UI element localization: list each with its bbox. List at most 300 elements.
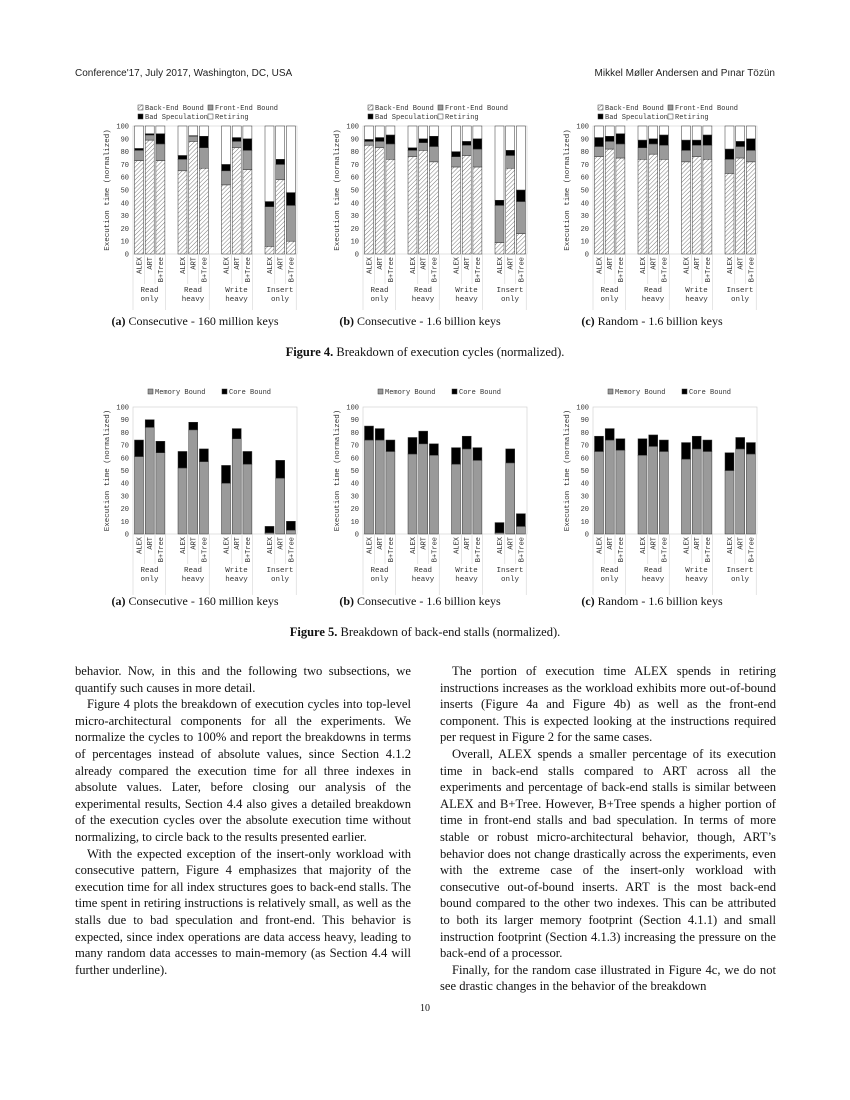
bar-segment bbox=[222, 185, 231, 254]
bar-segment bbox=[243, 464, 252, 534]
legend-swatch bbox=[668, 114, 673, 119]
bar-segment bbox=[199, 462, 208, 534]
bar-segment bbox=[659, 440, 668, 451]
bar-segment bbox=[365, 126, 374, 139]
subcaption-text: Consecutive - 160 million keys bbox=[125, 594, 279, 608]
chart-fig5a bbox=[100, 385, 300, 595]
group-label: only bbox=[500, 296, 520, 304]
x-tick-label: B+Tree bbox=[617, 537, 626, 563]
subcaption-5a bbox=[65, 594, 325, 609]
legend-label: Retiring bbox=[445, 114, 479, 122]
subcaption-text: Random - 1.6 billion keys bbox=[594, 594, 723, 608]
group-label: Insert bbox=[726, 567, 754, 575]
y-tick-label: 100 bbox=[116, 404, 129, 413]
bar-segment bbox=[145, 135, 154, 140]
x-tick-label: ALEX bbox=[683, 257, 692, 274]
y-tick-label: 100 bbox=[116, 123, 129, 132]
bar-segment bbox=[232, 126, 241, 138]
y-tick-label: 10 bbox=[580, 518, 589, 527]
bar-segment bbox=[452, 152, 461, 157]
paragraph: behavior. Now, in this and the following two subsections, we quantify such causes in more detail. bbox=[75, 664, 411, 695]
x-tick-label: B+Tree bbox=[244, 257, 253, 283]
figure-label: Figure 4. bbox=[285, 345, 334, 359]
x-tick-label: ART bbox=[147, 537, 156, 550]
y-axis-label: Execution time (normalized) bbox=[334, 129, 342, 251]
bar-segment bbox=[616, 450, 625, 534]
bar-segment bbox=[462, 155, 471, 254]
x-tick-label: ART bbox=[377, 537, 386, 550]
bar-segment bbox=[595, 451, 604, 534]
x-tick-label: B+Tree bbox=[244, 537, 253, 563]
bar-segment bbox=[243, 139, 252, 151]
bar-segment bbox=[375, 138, 384, 142]
x-tick-label: ALEX bbox=[497, 257, 505, 274]
x-tick-label: ART bbox=[737, 257, 746, 270]
x-tick-label: B+Tree bbox=[431, 537, 440, 563]
bar-segment bbox=[462, 141, 471, 145]
bar-segment bbox=[276, 164, 285, 179]
x-tick-label: B+Tree bbox=[661, 257, 670, 283]
y-tick-label: 40 bbox=[580, 200, 589, 209]
bar-segment bbox=[746, 162, 755, 254]
bar-segment bbox=[616, 158, 625, 254]
bar-segment bbox=[703, 126, 712, 135]
x-tick-label: ALEX bbox=[180, 537, 188, 554]
bar-segment bbox=[189, 430, 198, 534]
bar-segment bbox=[506, 155, 515, 168]
bar-segment bbox=[429, 126, 438, 136]
group-label: Insert bbox=[726, 287, 754, 295]
bar-segment bbox=[178, 159, 187, 171]
y-tick-label: 100 bbox=[346, 123, 359, 132]
bar-segment bbox=[135, 150, 144, 160]
bar-segment bbox=[135, 126, 144, 148]
subcaption-label: (b) bbox=[339, 594, 354, 608]
legend-swatch bbox=[668, 105, 673, 110]
bar-segment bbox=[736, 449, 745, 534]
bar-segment bbox=[638, 159, 647, 254]
bar-segment bbox=[199, 126, 208, 136]
bar-segment bbox=[462, 436, 471, 449]
bar-segment bbox=[243, 150, 252, 169]
x-tick-label: ALEX bbox=[683, 537, 692, 554]
legend-label: Retiring bbox=[675, 114, 709, 122]
subcaption-5c bbox=[522, 594, 782, 609]
bar-segment bbox=[243, 170, 252, 254]
y-tick-label: 40 bbox=[350, 480, 359, 489]
bar-segment bbox=[736, 141, 745, 146]
group-label: only bbox=[600, 296, 619, 304]
x-tick-label: ART bbox=[464, 257, 473, 270]
figure-caption-text: Breakdown of execution cycles (normalized). bbox=[333, 345, 565, 359]
bar-segment bbox=[276, 478, 285, 534]
bar-segment bbox=[473, 460, 482, 534]
legend-label: Back-End Bound bbox=[145, 105, 204, 113]
x-tick-label: ALEX bbox=[267, 537, 275, 554]
group-label: heavy bbox=[685, 576, 708, 584]
group-label: Write bbox=[455, 287, 478, 295]
bar-segment bbox=[506, 126, 515, 150]
bar-segment bbox=[516, 126, 525, 190]
x-tick-label: B+Tree bbox=[748, 257, 757, 283]
bar-segment bbox=[746, 150, 755, 162]
x-tick-label: B+Tree bbox=[288, 537, 297, 563]
bar-segment bbox=[506, 449, 515, 463]
bar-segment bbox=[736, 146, 745, 158]
group-label: heavy bbox=[411, 296, 435, 304]
y-tick-label: 20 bbox=[350, 225, 359, 234]
chart-fig5b bbox=[330, 385, 530, 595]
legend-label: Core Bound bbox=[689, 389, 732, 397]
figure-label: Figure 5. bbox=[289, 625, 338, 639]
bar-segment bbox=[682, 140, 691, 150]
group-label: only bbox=[370, 576, 389, 584]
x-tick-label: B+Tree bbox=[661, 537, 670, 563]
y-tick-label: 80 bbox=[120, 429, 129, 438]
y-tick-label: 80 bbox=[580, 429, 589, 438]
y-tick-label: 90 bbox=[580, 136, 589, 145]
group-label: Read bbox=[370, 567, 389, 575]
bar-segment bbox=[473, 167, 482, 254]
y-tick-label: 90 bbox=[350, 136, 359, 145]
x-tick-label: ALEX bbox=[180, 257, 188, 274]
x-tick-label: ART bbox=[694, 537, 703, 550]
running-header-left: Conference'17, July 2017, Washington, DC, USA bbox=[75, 68, 293, 79]
paragraph: With the expected exception of the insert-only workload with consecutive pattern, Figure 4 emphasizes that majority of the execution time for all index structures goes to back-end stalls. The time spent in retiring instructions is relatively small, as well as the stalls due to bad speculation and front-end. This behavior is expected, since index operations are data access heavy, leading to many random data accesses to main-memory (as Section 4.4 will further underline). bbox=[75, 846, 411, 977]
subcaption-label: (c) bbox=[581, 314, 595, 328]
y-tick-label: 100 bbox=[576, 123, 589, 132]
bar-segment bbox=[649, 126, 658, 139]
bar-segment bbox=[703, 451, 712, 534]
bar-segment bbox=[375, 141, 384, 147]
bar-segment bbox=[605, 126, 614, 136]
bar-segment bbox=[135, 148, 144, 150]
y-tick-label: 30 bbox=[120, 493, 129, 502]
y-axis-label: Execution time (normalized) bbox=[104, 409, 112, 532]
group-label: Write bbox=[685, 287, 708, 295]
x-tick-label: B+Tree bbox=[201, 537, 210, 563]
subcaption-4b bbox=[290, 314, 550, 329]
legend-label: Retiring bbox=[215, 114, 249, 122]
y-tick-label: 50 bbox=[120, 468, 129, 476]
y-tick-label: 60 bbox=[580, 455, 589, 464]
bar-segment bbox=[386, 126, 395, 135]
group-label: heavy bbox=[181, 576, 205, 584]
bar-segment bbox=[189, 136, 198, 141]
bar-segment bbox=[408, 150, 417, 156]
y-tick-label: 80 bbox=[350, 149, 359, 158]
x-tick-label: ART bbox=[277, 257, 286, 270]
bar-segment bbox=[638, 140, 647, 148]
group-label: heavy bbox=[411, 576, 435, 584]
page-number: 10 bbox=[420, 1003, 430, 1014]
bar-segment bbox=[516, 234, 525, 254]
x-tick-label: ART bbox=[607, 257, 616, 270]
bar-segment bbox=[286, 241, 295, 254]
group-label: Insert bbox=[266, 287, 294, 295]
bar-segment bbox=[265, 526, 274, 532]
x-tick-label: ALEX bbox=[596, 257, 605, 274]
bar-segment bbox=[452, 126, 461, 152]
y-tick-label: 30 bbox=[120, 213, 129, 222]
y-tick-label: 40 bbox=[120, 480, 129, 489]
bar-segment bbox=[703, 135, 712, 145]
group-label: Insert bbox=[496, 287, 524, 295]
group-label: Insert bbox=[496, 567, 524, 575]
bar-segment bbox=[452, 448, 461, 465]
y-tick-label: 0 bbox=[584, 251, 589, 260]
bar-segment bbox=[408, 126, 417, 148]
bar-segment bbox=[659, 135, 668, 145]
bar-segment bbox=[692, 145, 701, 157]
bar-segment bbox=[659, 126, 668, 135]
running-header-right: Mikkel Møller Andersen and Pınar Tözün bbox=[594, 68, 775, 79]
group-label: Read bbox=[643, 567, 663, 575]
group-label: Read bbox=[370, 287, 389, 295]
x-tick-label: ALEX bbox=[727, 257, 735, 274]
bar-segment bbox=[638, 439, 647, 456]
bar-segment bbox=[232, 141, 241, 147]
bar-segment bbox=[616, 126, 625, 134]
legend-swatch bbox=[598, 114, 603, 119]
paragraph: Figure 4 plots the breakdown of execution cycles into top-level micro-architectural components for all the experiments. We normalize the cycles to 100% and report the breakdowns in terms of percentages instead of absolute values, since Section 4.1.2 already compared the execution time for all three indexes in absolute values. Later, before closing our analysis of the experimental results, Section 4.4 also gives a detailed breakdown of the execution cycles over the absolute execution time without normalizing, to circle back to the results presented earlier. bbox=[75, 697, 411, 844]
bar-segment bbox=[495, 242, 504, 254]
legend-swatch bbox=[208, 105, 213, 110]
bar-segment bbox=[692, 126, 701, 140]
bar-segment bbox=[682, 162, 691, 254]
legend-swatch bbox=[148, 389, 153, 394]
x-tick-label: ART bbox=[737, 537, 746, 550]
subcaption-label: (b) bbox=[339, 314, 354, 328]
bar-segment bbox=[232, 148, 241, 254]
bar-segment bbox=[222, 483, 231, 534]
bar-segment bbox=[659, 145, 668, 159]
bar-segment bbox=[135, 161, 144, 254]
figure-caption-text: Breakdown of back-end stalls (normalized). bbox=[337, 625, 561, 639]
subcaption-text: Random - 1.6 billion keys bbox=[594, 314, 723, 328]
legend-swatch bbox=[138, 114, 143, 119]
bar-segment bbox=[703, 440, 712, 451]
y-tick-label: 90 bbox=[350, 417, 359, 426]
group-label: Read bbox=[600, 287, 619, 295]
x-tick-label: B+Tree bbox=[748, 537, 757, 563]
bar-segment bbox=[222, 126, 231, 164]
bar-segment bbox=[199, 136, 208, 148]
bar-segment bbox=[616, 134, 625, 144]
bar-segment bbox=[365, 141, 374, 145]
chart-fig4a bbox=[100, 100, 300, 310]
legend-label: Back-End Bound bbox=[605, 105, 664, 113]
bar-segment bbox=[156, 134, 165, 144]
y-tick-label: 20 bbox=[350, 506, 359, 515]
x-tick-label: ART bbox=[234, 257, 243, 270]
subcaption-4c bbox=[522, 314, 782, 329]
bar-segment bbox=[386, 440, 395, 451]
legend-label: Bad Speculation bbox=[375, 114, 439, 122]
bar-segment bbox=[276, 180, 285, 254]
legend-label: Back-End Bound bbox=[375, 105, 434, 113]
bar-segment bbox=[616, 439, 625, 450]
bar-segment bbox=[452, 464, 461, 534]
bar-segment bbox=[135, 457, 144, 534]
bar-segment bbox=[365, 440, 374, 534]
y-tick-label: 10 bbox=[350, 518, 359, 527]
y-tick-label: 90 bbox=[120, 136, 129, 145]
x-tick-label: B+Tree bbox=[157, 537, 166, 563]
group-label: only bbox=[600, 576, 619, 584]
x-tick-label: ART bbox=[464, 537, 473, 550]
group-label: Read bbox=[413, 567, 433, 575]
y-tick-label: 40 bbox=[580, 480, 589, 489]
y-tick-label: 50 bbox=[350, 187, 359, 196]
subcaption-text: Consecutive - 1.6 billion keys bbox=[354, 314, 501, 328]
y-tick-label: 60 bbox=[350, 174, 359, 183]
bar-segment bbox=[703, 159, 712, 254]
bar-segment bbox=[145, 140, 154, 254]
bar-segment bbox=[156, 161, 165, 254]
bar-segment bbox=[746, 126, 755, 139]
x-tick-label: ALEX bbox=[453, 257, 462, 274]
bar-segment bbox=[408, 148, 417, 151]
y-axis-label: Execution time (normalized) bbox=[564, 129, 572, 251]
bar-segment bbox=[429, 455, 438, 534]
bar-segment bbox=[736, 158, 745, 254]
x-tick-label: ART bbox=[234, 537, 243, 550]
y-tick-label: 70 bbox=[350, 161, 359, 170]
bar-segment bbox=[462, 126, 471, 141]
y-tick-label: 70 bbox=[350, 442, 359, 451]
y-tick-label: 50 bbox=[350, 468, 359, 476]
legend-label: Front-End Bound bbox=[445, 105, 509, 113]
group-label: only bbox=[270, 296, 290, 304]
bar-segment bbox=[725, 173, 734, 254]
x-tick-label: ALEX bbox=[596, 537, 605, 554]
bar-segment bbox=[222, 171, 231, 185]
subcaption-label: (a) bbox=[111, 314, 126, 328]
bar-segment bbox=[429, 162, 438, 254]
chart-fig4c bbox=[560, 100, 760, 310]
legend-label: Memory Bound bbox=[155, 389, 206, 397]
y-tick-label: 50 bbox=[580, 187, 589, 196]
bar-segment bbox=[232, 138, 241, 142]
x-tick-label: B+Tree bbox=[387, 537, 396, 563]
bar-segment bbox=[429, 146, 438, 161]
x-tick-label: ART bbox=[694, 257, 703, 270]
group-label: heavy bbox=[225, 296, 248, 304]
x-tick-label: ALEX bbox=[497, 537, 505, 554]
bar-segment bbox=[276, 159, 285, 164]
bar-segment bbox=[595, 126, 604, 138]
legend-swatch bbox=[368, 114, 373, 119]
x-tick-label: ART bbox=[190, 257, 199, 270]
bar-segment bbox=[386, 451, 395, 534]
group-label: Write bbox=[225, 287, 248, 295]
bar-segment bbox=[365, 145, 374, 254]
group-label: Read bbox=[183, 567, 203, 575]
bar-segment bbox=[265, 207, 274, 247]
bar-segment bbox=[178, 451, 187, 468]
legend-swatch bbox=[438, 114, 443, 119]
group-label: Write bbox=[225, 567, 248, 575]
bar-segment bbox=[605, 141, 614, 149]
x-tick-label: ART bbox=[607, 537, 616, 550]
legend-label: Bad Speculation bbox=[605, 114, 669, 122]
bar-segment bbox=[516, 514, 525, 527]
y-tick-label: 10 bbox=[350, 238, 359, 247]
group-label: heavy bbox=[641, 576, 665, 584]
x-tick-label: B+Tree bbox=[518, 537, 527, 563]
x-tick-label: ALEX bbox=[136, 257, 145, 274]
y-tick-label: 60 bbox=[350, 455, 359, 464]
bar-segment bbox=[286, 193, 295, 206]
bar-segment bbox=[286, 530, 295, 534]
y-tick-label: 60 bbox=[120, 455, 129, 464]
x-tick-label: B+Tree bbox=[201, 257, 210, 283]
x-tick-label: B+Tree bbox=[288, 257, 297, 283]
bar-segment bbox=[605, 136, 614, 141]
bar-segment bbox=[429, 136, 438, 146]
x-tick-label: ART bbox=[650, 537, 659, 550]
bar-segment bbox=[189, 141, 198, 254]
bar-segment bbox=[265, 246, 274, 254]
x-tick-label: ALEX bbox=[136, 537, 145, 554]
bar-segment bbox=[156, 144, 165, 161]
bar-segment bbox=[375, 440, 384, 534]
y-tick-label: 50 bbox=[580, 468, 589, 476]
bar-segment bbox=[725, 159, 734, 173]
chart-fig5c bbox=[560, 385, 760, 595]
bar-segment bbox=[419, 150, 428, 254]
bar-segment bbox=[516, 202, 525, 234]
bar-segment bbox=[375, 429, 384, 440]
y-tick-label: 60 bbox=[580, 174, 589, 183]
bar-segment bbox=[145, 427, 154, 534]
group-label: Read bbox=[140, 287, 159, 295]
paragraph: Finally, for the random case illustrated in Figure 4c, we do not see drastic changes in the behavior of the breakdown bbox=[440, 962, 776, 994]
bar-segment bbox=[265, 202, 274, 207]
bar-segment bbox=[682, 150, 691, 162]
bar-segment bbox=[659, 451, 668, 534]
bar-segment bbox=[725, 149, 734, 159]
bar-segment bbox=[156, 441, 165, 452]
y-tick-label: 30 bbox=[350, 213, 359, 222]
x-tick-label: ALEX bbox=[727, 537, 735, 554]
y-tick-label: 0 bbox=[584, 531, 589, 540]
subcaption-label: (c) bbox=[581, 594, 595, 608]
bar-segment bbox=[649, 446, 658, 534]
group-label: Insert bbox=[266, 567, 294, 575]
group-label: only bbox=[370, 296, 389, 304]
group-label: heavy bbox=[225, 576, 248, 584]
bar-segment bbox=[692, 449, 701, 534]
bar-segment bbox=[725, 453, 734, 471]
bar-segment bbox=[135, 440, 144, 457]
x-tick-label: ART bbox=[190, 537, 199, 550]
bar-segment bbox=[473, 126, 482, 139]
figure-5-caption bbox=[0, 625, 850, 640]
bar-segment bbox=[199, 449, 208, 462]
x-tick-label: B+Tree bbox=[704, 537, 713, 563]
x-tick-label: ART bbox=[377, 257, 386, 270]
bar-segment bbox=[419, 126, 428, 139]
bar-segment bbox=[189, 126, 198, 136]
y-tick-label: 0 bbox=[354, 531, 359, 540]
y-tick-label: 80 bbox=[350, 429, 359, 438]
x-tick-label: B+Tree bbox=[387, 257, 396, 283]
legend-swatch bbox=[598, 105, 603, 110]
bar-segment bbox=[178, 468, 187, 534]
bar-segment bbox=[419, 444, 428, 534]
